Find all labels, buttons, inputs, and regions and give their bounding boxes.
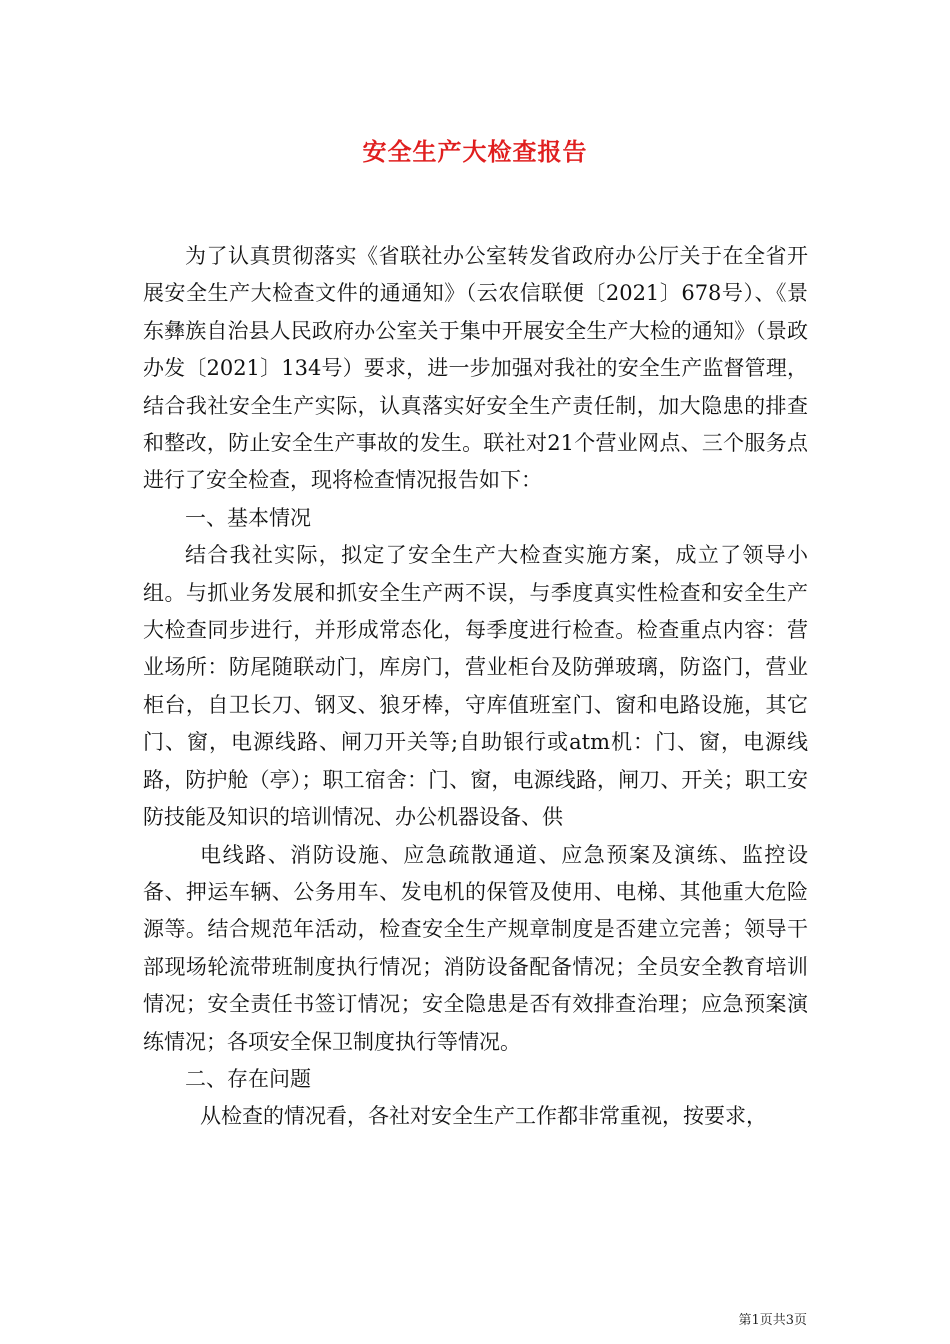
section-heading-problems: 二、存在问题 (185, 1066, 311, 1091)
document-body (143, 238, 808, 1136)
document-title: 安全生产大检查报告 (362, 137, 588, 166)
section2-paragraph-1: 从检查的情况看，各社对安全生产工作都非常重视，按要求， (200, 1104, 767, 1129)
section1-paragraph-2: 电线路、消防设施、应急疏散通道、应急预案及演练、监控设备、押运车辆、公务用车、发电机的保管及使用、电梯、其他重大危险源等。结合规范年活动，检查安全生产规章制度是否建立完善；领导干部现场轮流带班制度执行情况；消防设备配备情况；全员安全教育培训情况；安全责任书签订情况；安全隐患是否有效排查治理；应急预案演练情况；各项安全保卫制度执行等情况。 (143, 842, 808, 1054)
section-heading-basic: 一、基本情况 (185, 505, 311, 530)
intro-paragraph: 为了认真贯彻落实《省联社办公室转发省政府办公厅关于在全省开展安全生产大检查文件的通通知》（云农信联便〔2021〕678号）、《景东彝族自治县人民政府办公室关于集中开展安全生产大检的通知》（景政办发〔2021〕134号）要求，进一步加强对我社的安全生产监督管理，结合我社安全生产实际，认真落实好安全生产责任制，加大隐患的排查和整改，防止安全生产事故的发生。联社对21个营业网点、三个服务点进行了安全检查，现将检查情况报告如下： (143, 244, 808, 493)
page-number: 第1页共3页 (738, 1313, 807, 1328)
section1-paragraph-1: 结合我社实际，拟定了安全生产大检查实施方案，成立了领导小组。与抓业务发展和抓安全生产两不误，与季度真实性检查和安全生产大检查同步进行，并形成常态化，每季度进行检查。检查重点内容：营业场所：防尾随联动门，库房门，营业柜台及防弹玻璃，防盗门，营业柜台，自卫长刀、钢叉、狼牙棒，守库值班室门、窗和电路设施，其它门、窗，电源线路、闸刀开关等;自助银行或atm机：门、窗，电源线路，防护舱（亭）；职工宿舍：门、窗，电源线路，闸刀、开关；职工安防技能及知识的培训情况、办公机器设备、供 (143, 543, 808, 830)
